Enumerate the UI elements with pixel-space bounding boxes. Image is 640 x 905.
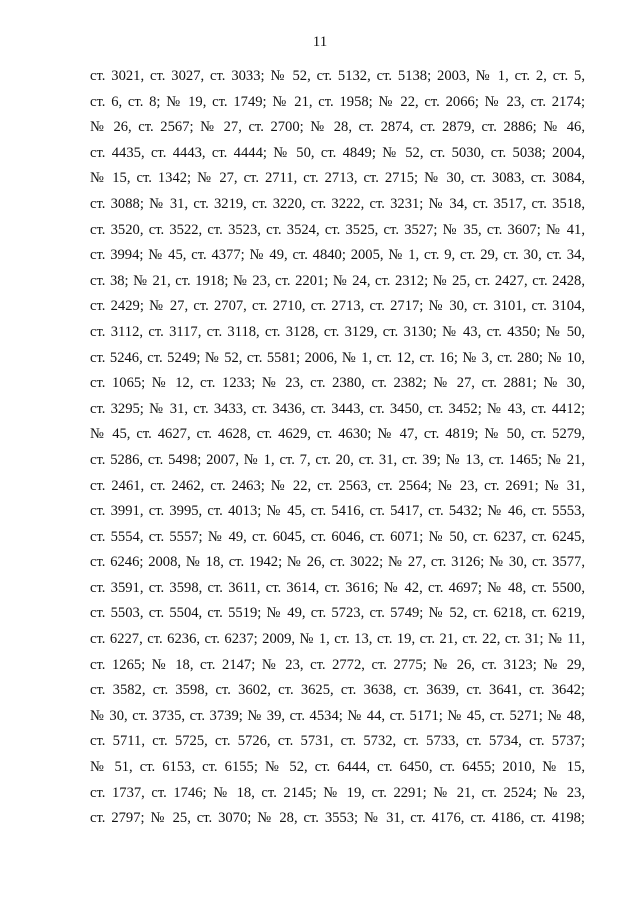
text-line: ст. 2797; № 25, ст. 3070; № 28, ст. 3553; № 31, ст. 4176, ст. 4186, ст. 4198; [90,810,585,827]
text-line: ст. 6227, ст. 6236, ст. 6237; 2009, № 1, ст. 13, ст. 19, ст. 21, ст. 22, ст. 31; № 11, [90,631,585,648]
text-line: ст. 38; № 21, ст. 1918; № 23, ст. 2201; № 24, ст. 2312; № 25, ст. 2427, ст. 2428, [90,272,585,289]
text-line: ст. 5503, ст. 5504, ст. 5519; № 49, ст. 5723, ст. 5749; № 52, ст. 6218, ст. 6219, [90,605,585,622]
text-line: ст. 5554, ст. 5557; № 49, ст. 6045, ст. 6046, ст. 6071; № 50, ст. 6237, ст. 6245, [90,528,585,545]
text-line: ст. 3112, ст. 3117, ст. 3118, ст. 3128, ст. 3129, ст. 3130; № 43, ст. 4350; № 50, [90,323,585,340]
text-line: ст. 1065; № 12, ст. 1233; № 23, ст. 2380, ст. 2382; № 27, ст. 2881; № 30, [90,375,585,392]
text-line: ст. 3994; № 45, ст. 4377; № 49, ст. 4840; 2005, № 1, ст. 9, ст. 29, ст. 30, ст. 34, [90,247,585,264]
text-line: ст. 5286, ст. 5498; 2007, № 1, ст. 7, ст. 20, ст. 31, ст. 39; № 13, ст. 1465; № 21, [90,451,585,468]
text-line: ст. 6246; 2008, № 18, ст. 1942; № 26, ст. 3022; № 27, ст. 3126; № 30, ст. 3577, [90,554,585,571]
text-line: ст. 5246, ст. 5249; № 52, ст. 5581; 2006, № 1, ст. 12, ст. 16; № 3, ст. 280; № 10, [90,349,585,366]
text-line: ст. 4435, ст. 4443, ст. 4444; № 50, ст. 4849; № 52, ст. 5030, ст. 5038; 2004, [90,144,585,161]
text-line: ст. 3991, ст. 3995, ст. 4013; № 45, ст. 5416, ст. 5417, ст. 5432; № 46, ст. 5553, [90,503,585,520]
text-line: ст. 2461, ст. 2462, ст. 2463; № 22, ст. 2563, ст. 2564; № 23, ст. 2691; № 31, [90,477,585,494]
text-line: ст. 5711, ст. 5725, ст. 5726, ст. 5731, ст. 5732, ст. 5733, ст. 5734, ст. 5737; [90,733,585,750]
page-number: 11 [312,34,328,50]
text-line: ст. 2429; № 27, ст. 2707, ст. 2710, ст. 2713, ст. 2717; № 30, ст. 3101, ст. 3104, [90,298,585,315]
text-line: № 15, ст. 1342; № 27, ст. 2711, ст. 2713, ст. 2715; № 30, ст. 3083, ст. 3084, [90,170,585,187]
text-line: ст. 3591, ст. 3598, ст. 3611, ст. 3614, ст. 3616; № 42, ст. 4697; № 48, ст. 5500, [90,579,585,596]
text-line: ст. 3582, ст. 3598, ст. 3602, ст. 3625, ст. 3638, ст. 3639, ст. 3641, ст. 3642; [90,682,585,699]
text-line: ст. 3021, ст. 3027, ст. 3033; № 52, ст. 5132, ст. 5138; 2003, № 1, ст. 2, ст. 5, [90,68,585,84]
text-line: № 51, ст. 6153, ст. 6155; № 52, ст. 6444, ст. 6450, ст. 6455; 2010, № 15, [90,759,585,776]
text-line: ст. 3088; № 31, ст. 3219, ст. 3220, ст. 3222, ст. 3231; № 34, ст. 3517, ст. 3518, [90,195,585,212]
text-line: ст. 1265; № 18, ст. 2147; № 23, ст. 2772, ст. 2775; № 26, ст. 3123; № 29, [90,656,585,673]
text-line: № 30, ст. 3735, ст. 3739; № 39, ст. 4534; № 44, ст. 5171; № 45, ст. 5271; № 48, [90,707,585,724]
text-line: ст. 3295; № 31, ст. 3433, ст. 3436, ст. 3443, ст. 3450, ст. 3452; № 43, ст. 4412; [90,400,585,417]
text-line: № 26, ст. 2567; № 27, ст. 2700; № 28, ст. 2874, ст. 2879, ст. 2886; № 46, [90,119,585,136]
text-line: № 45, ст. 4627, ст. 4628, ст. 4629, ст. 4630; № 47, ст. 4819; № 50, ст. 5279, [90,426,585,443]
text-line: ст. 3520, ст. 3522, ст. 3523, ст. 3524, ст. 3525, ст. 3527; № 35, ст. 3607; № 41, [90,221,585,238]
text-line: ст. 6, ст. 8; № 19, ст. 1749; № 21, ст. 1958; № 22, ст. 2066; № 23, ст. 2174; [90,93,585,110]
text-line: ст. 1737, ст. 1746; № 18, ст. 2145; № 19, ст. 2291; № 21, ст. 2524; № 23, [90,784,585,801]
body-text [90,64,585,832]
